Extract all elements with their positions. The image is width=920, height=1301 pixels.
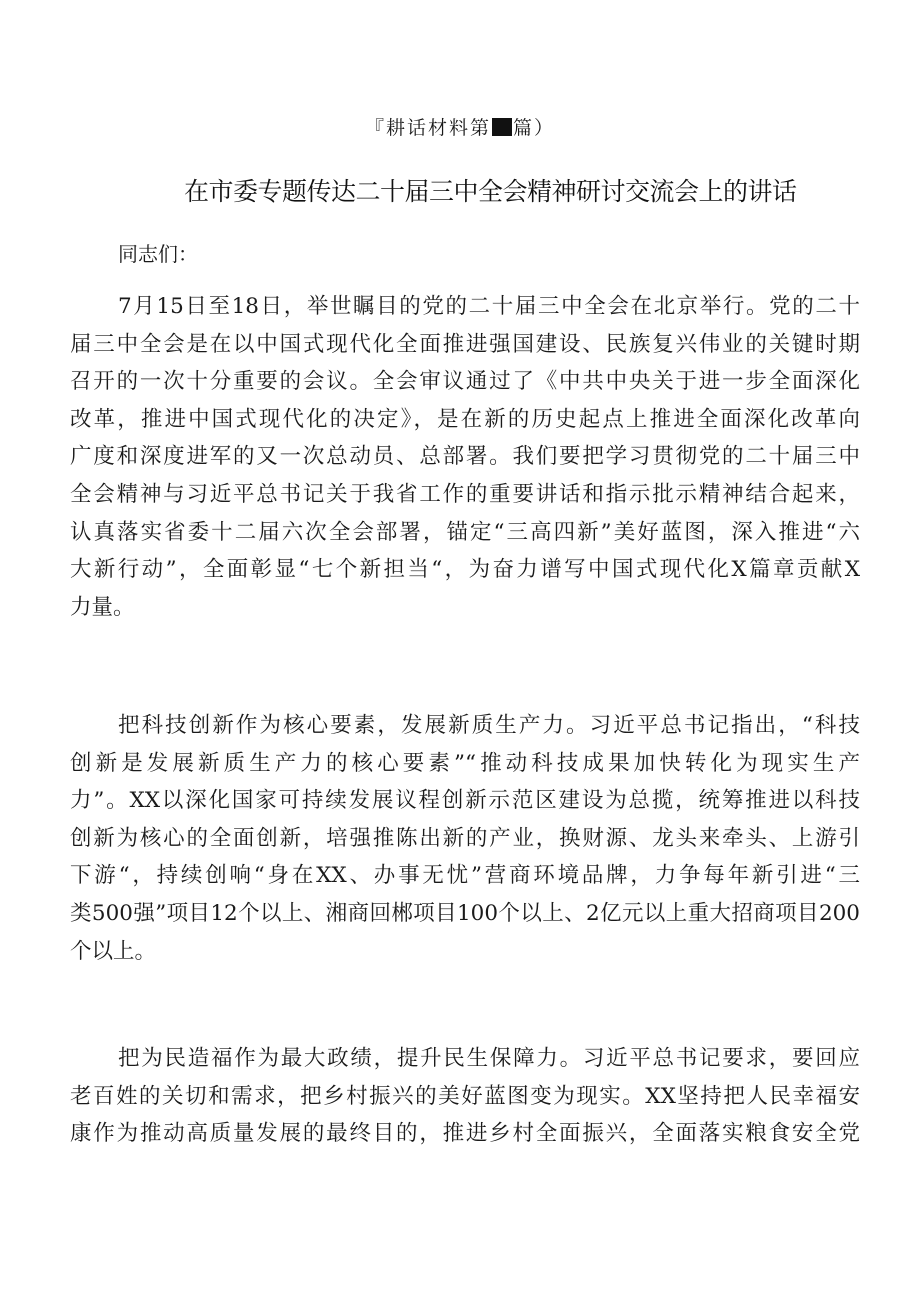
- paragraph-3: [70, 1040, 860, 1153]
- paragraph-line: 大新行动”，全面彰显“七个新担当“，为奋力谱写中国式现代化X篇章贡献X: [70, 557, 860, 583]
- series-header-suffix: 篇）: [513, 117, 556, 139]
- paragraph-line: 召开的一次十分重要的会议。全会审议通过了《中共中央关于进一步全面深化: [70, 369, 860, 395]
- paragraph-line: 下游“，持续创响“身在XX、办事无忧”营商环境品牌，力争每年新引进“三: [70, 863, 860, 889]
- paragraph-line: 届三中全会是在以中国式现代化全面推进强国建设、民族复兴伟业的关键时期: [70, 331, 860, 357]
- series-header: [0, 114, 920, 142]
- paragraph-line: 力”。XX以深化国家可持续发展议程创新示范区建设为总揽，统筹推进以科技: [70, 788, 860, 814]
- paragraph-line: 7月15日至18日，举世瞩目的党的二十届三中全会在北京举行。党的二十: [118, 294, 860, 319]
- paragraph-line: 认真落实省委十二届六次全会部署，锚定“三高四新”美好蓝图，深入推进“六: [70, 519, 860, 545]
- salutation: 同志们：: [118, 242, 198, 266]
- paragraph-1: [70, 288, 860, 626]
- paragraph-line: 把科技创新作为核心要素，发展新质生产力。习近平总书记指出，“科技: [118, 713, 860, 738]
- series-header-prefix: 『耕话材料第: [364, 117, 491, 139]
- paragraph-line: 全会精神与习近平总书记关于我省工作的重要讲话和指示批示精神结合起来，: [70, 481, 860, 507]
- paragraph-line: 个以上。: [70, 938, 157, 964]
- paragraph-2: [70, 707, 860, 970]
- paragraph-line: 康作为推动高质量发展的最终目的，推进乡村全面振兴，全面落实粮食安全党: [70, 1121, 860, 1147]
- paragraph-line: 创新为核心的全面创新，培强推陈出新的产业，换财源、龙头来牵头、上游引: [70, 825, 860, 851]
- paragraph-line: 把为民造福作为最大政绩，提升民生保障力。习近平总书记要求，要回应: [118, 1046, 860, 1071]
- paragraph-line: 类500强”项目12个以上、湘商回郴项目100个以上、2亿元以上重大招商项目200: [70, 900, 860, 926]
- paragraph-line: 老百姓的关切和需求，把乡村振兴的美好蓝图变为现实。XX坚持把人民幸福安: [70, 1083, 860, 1109]
- speech-title: 在市委专题传达二十届三中全会精神研讨交流会上的讲话: [184, 177, 797, 206]
- paragraph-line: 改革，推进中国式现代化的决定》，是在新的历史起点上推进全面深化改革向: [70, 406, 860, 432]
- paragraph-line: 力量。: [70, 594, 135, 620]
- paragraph-line: 广度和深度进军的又一次总动员、总部署。我们要把学习贯彻党的二十届三中: [70, 444, 860, 470]
- paragraph-line: 创新是发展新质生产力的核心要素”“推动科技成果加快转化为现实生产: [70, 750, 860, 776]
- redaction-block: [492, 118, 512, 136]
